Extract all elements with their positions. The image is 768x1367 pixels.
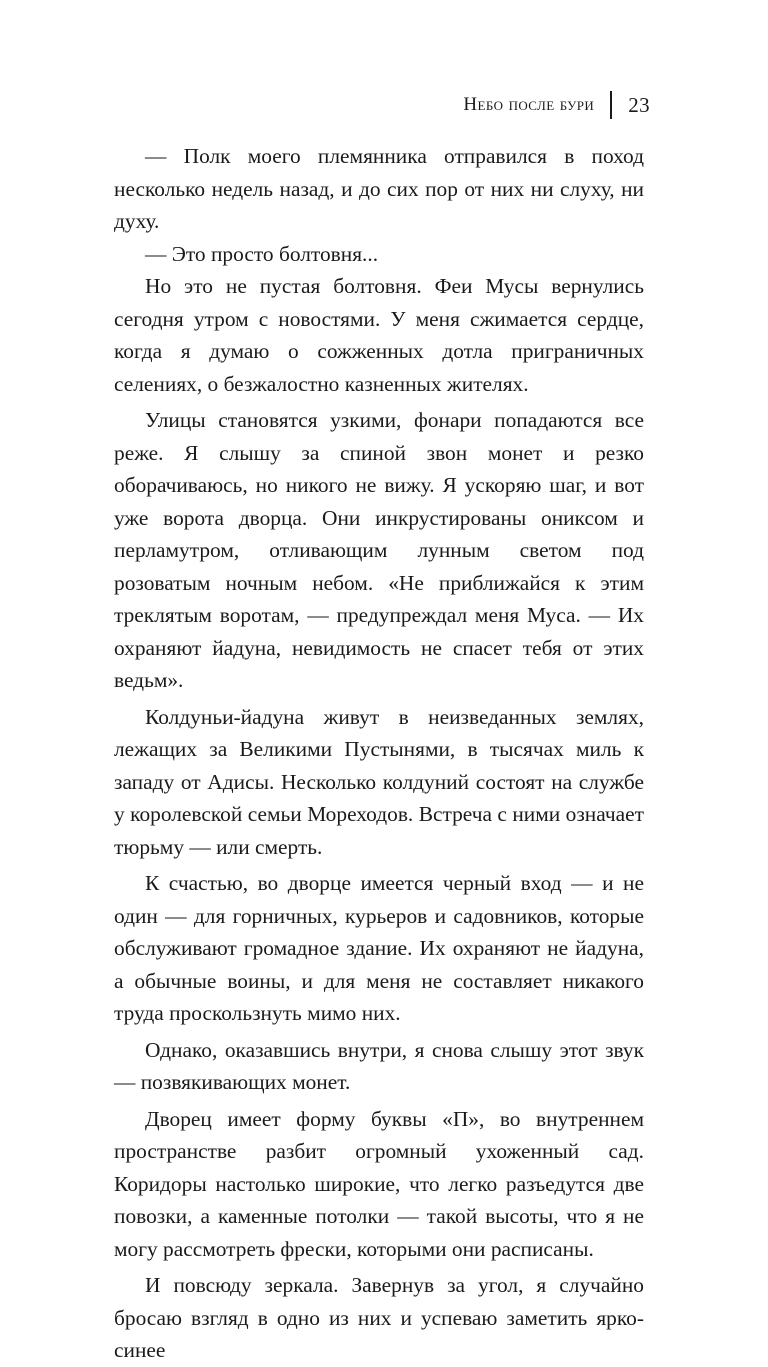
- running-header: [463, 90, 650, 120]
- paragraph: Но это не пустая болтовня. Феи Мусы вернулись сегодня утром с новостями. У меня сжимается сердце, когда я думаю о сожженных дотла приграничных селениях, о безжалостно казненных жителях.: [114, 274, 644, 396]
- paragraph: Однако, оказавшись внутри, я снова слышу этот звук — позвякивающих монет.: [114, 1037, 644, 1094]
- running-title: Небо после бури: [463, 94, 595, 115]
- paragraph: Дворец имеет форму буквы «П», во внутреннем пространстве разбит огромный ухоженный сад. Коридоры настолько широкие, что легко разъедутся две повозки, а каменные потолки — такой высоты, что я не могу рассмотреть фрески, которыми они расписаны.: [114, 1106, 644, 1261]
- body-text: [114, 140, 644, 1367]
- page-number: 23: [628, 92, 650, 117]
- paragraph: — Это просто болтовня...: [145, 241, 379, 266]
- header-divider: [610, 91, 612, 119]
- paragraph: Колдуньи-йадуна живут в неизведанных землях, лежащих за Великими Пустынями, в тысячах миль к западу от Адисы. Несколько колдуний состоят на службе у королевской семьи Мореходов. Встреча с ними означает тюрьму — или смерть.: [114, 704, 644, 859]
- paragraph: И повсюду зеркала. Завернув за угол, я случайно бросаю взгляд в одно из них и успеваю заметить ярко-синее: [114, 1273, 644, 1362]
- paragraph: Улицы становятся узкими, фонари попадаются все реже. Я слышу за спиной звон монет и резко оборачиваюсь, но никого не вижу. Я ускоряю шаг, и вот уже ворота дворца. Они инкрустированы ониксом и перламутром, отливающим лунным светом под розоватым ночным небом. «Не приближайся к этим треклятым воротам, — предупреждал меня Муса. — Их охраняют йадуна, невидимость не спасет тебя от этих ведьм».: [114, 408, 644, 692]
- paragraph: К счастью, во дворце имеется черный вход — и не один — для горничных, курьеров и садовников, которые обслуживают громадное здание. Их охраняют не йадуна, а обычные воины, и для меня не составляет никакого труда проскользнуть мимо них.: [114, 871, 644, 1025]
- paragraph: — Полк моего племянника отправился в поход несколько недель назад, и до сих пор от них ни слуху, ни духу.: [114, 144, 644, 233]
